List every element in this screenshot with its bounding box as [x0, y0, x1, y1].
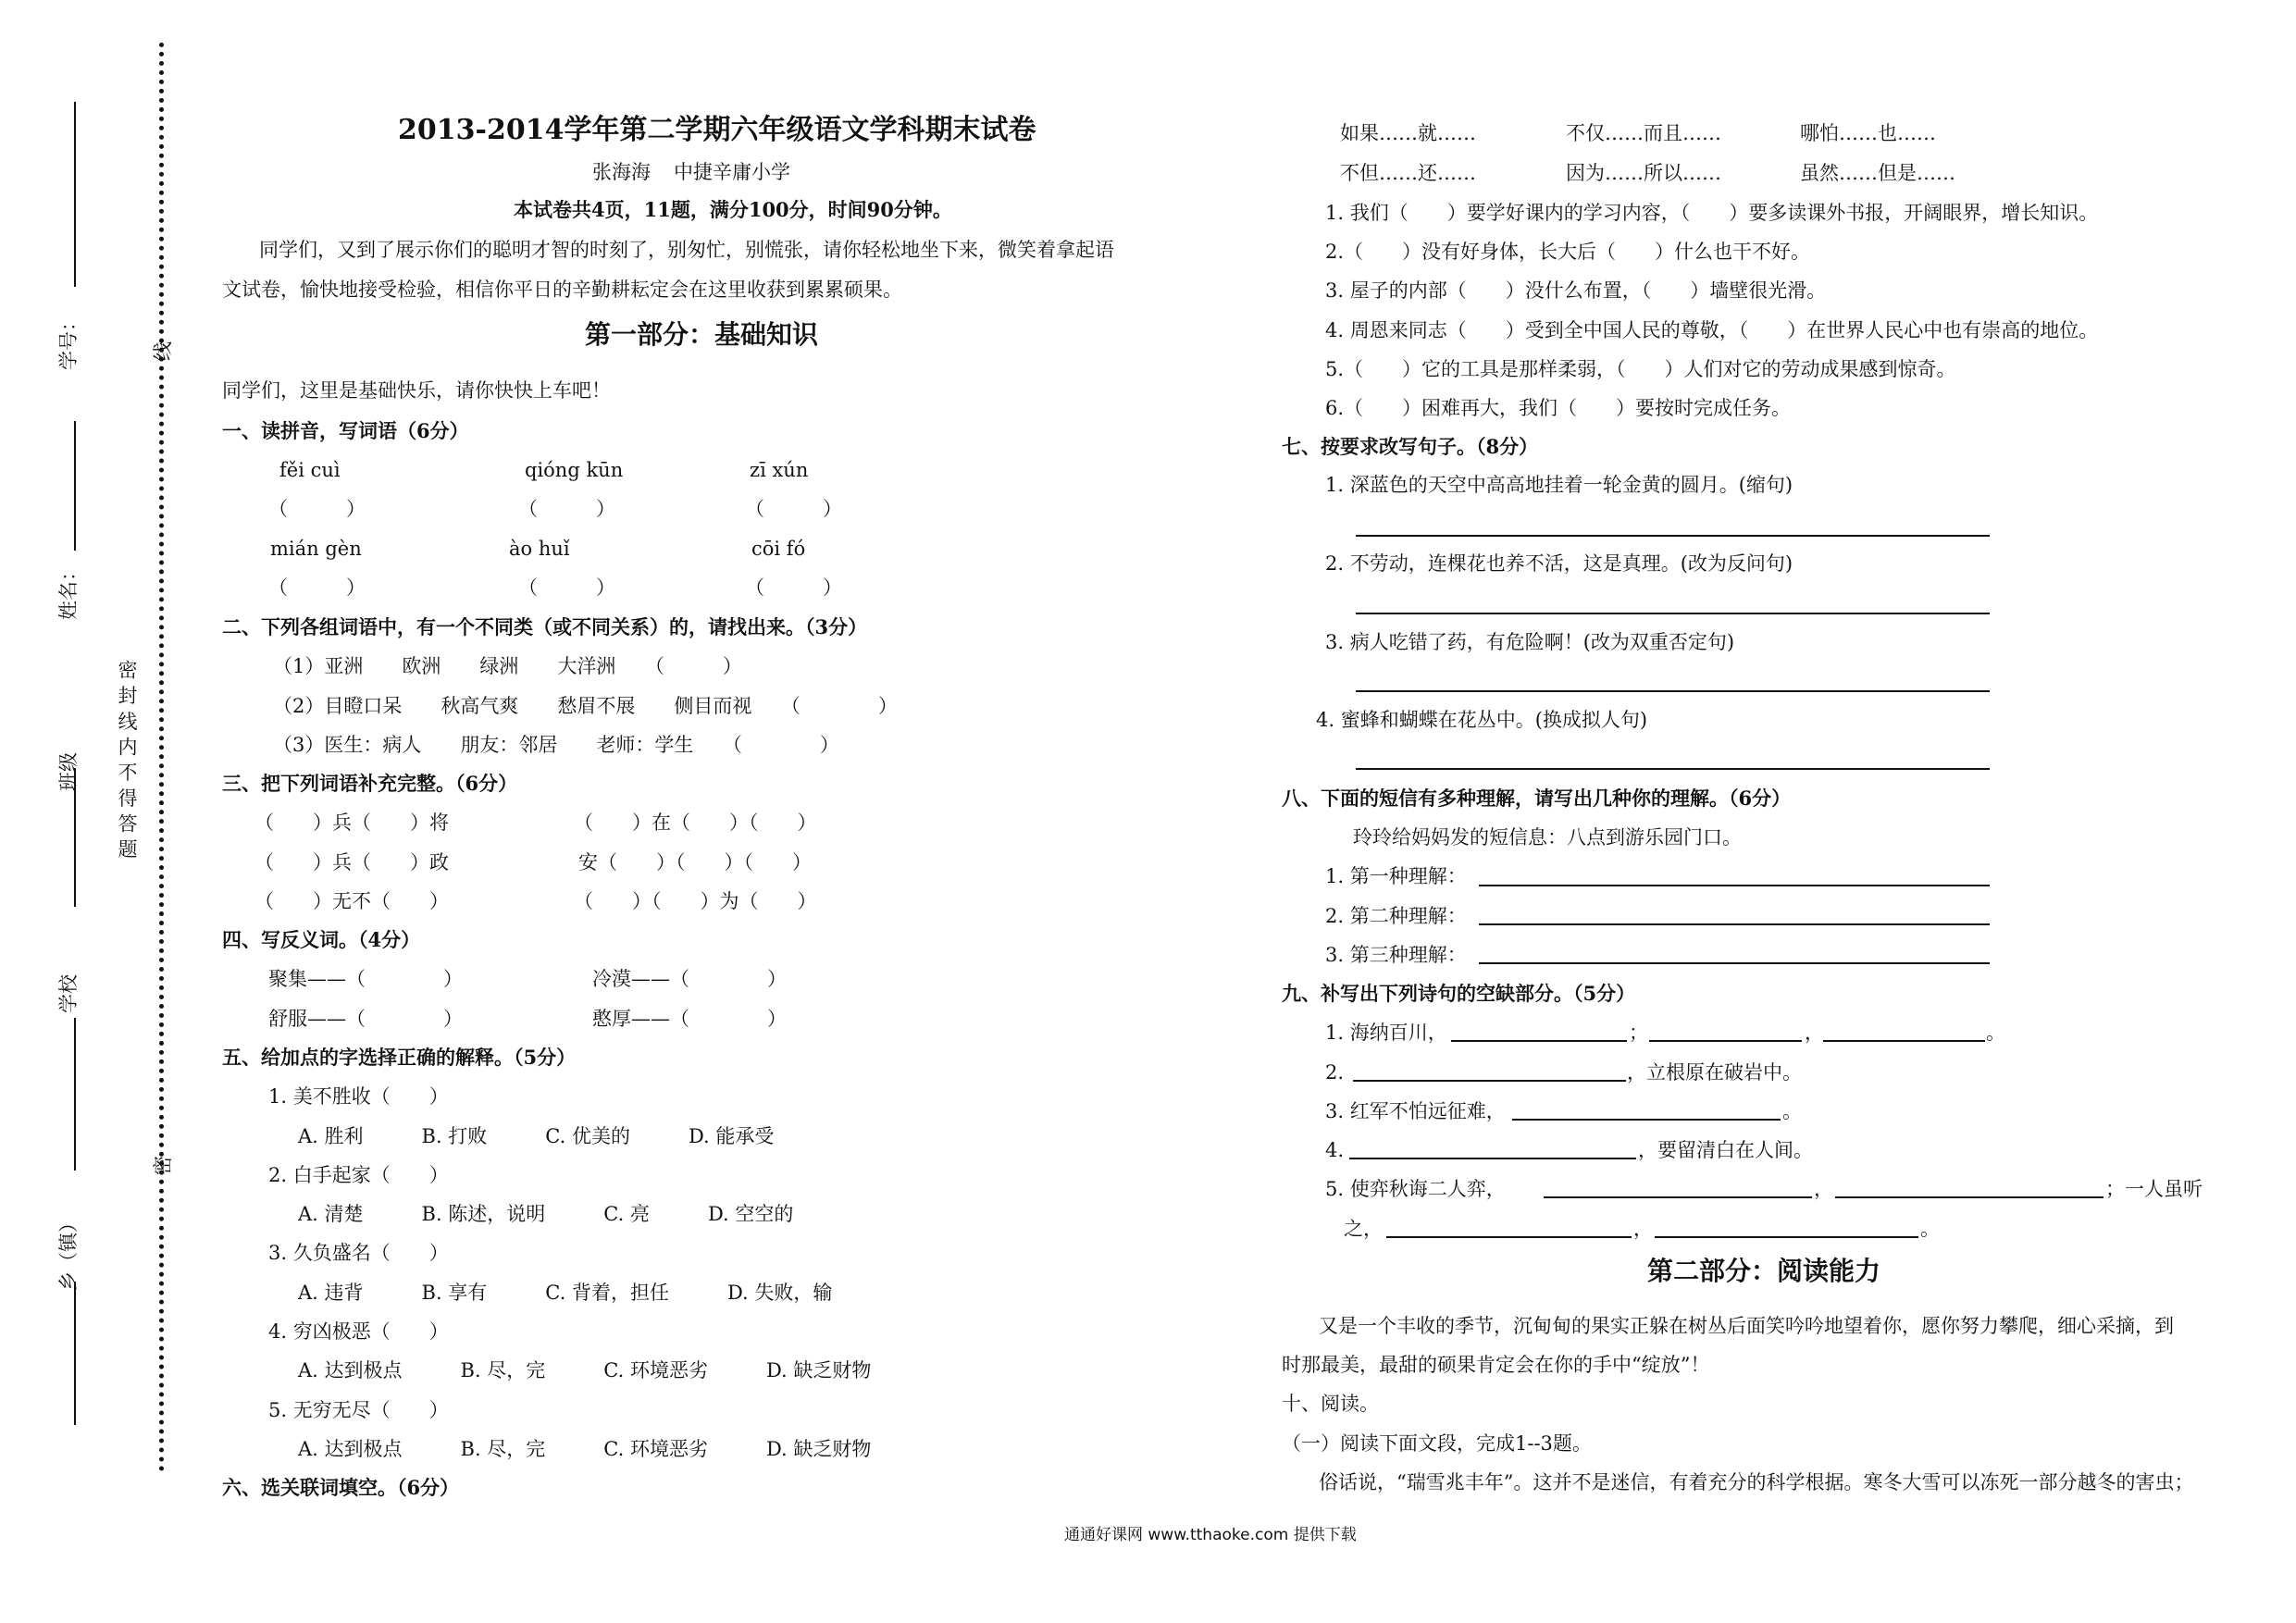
q6-sentence[interactable]: 5.（ ）它的工具是那样柔弱，（ ）人们对它的劳动成果感到惊奇。	[1325, 358, 1956, 380]
poem-line-3: 3. 红军不怕远征难，	[1325, 1100, 1506, 1122]
seal-notice: 密 封 线 内 不 得 答 题	[116, 659, 138, 859]
q6-sentence[interactable]: 1. 我们（ ）要学好课内的学习内容，（ ）要多读课外书报，开阔眼界，增长知识。	[1325, 202, 2099, 224]
poem-text: ；一人虽听	[2105, 1178, 2203, 1200]
q3-item[interactable]: 安（ ）（ ）（ ）	[578, 851, 812, 873]
pinyin-1: fěi cuì	[279, 459, 341, 481]
xingming-underline	[74, 421, 76, 551]
answer-line[interactable]	[1356, 690, 1990, 692]
answer-line[interactable]	[1479, 923, 1990, 925]
part2-title: 第二部分：阅读能力	[1647, 1256, 1881, 1286]
footer: 通通好课网 www.tthaoke.com 提供下载	[1064, 1526, 1357, 1544]
q2-title: 二、下列各组词语中，有一个不同类（或不同关系）的，请找出来。（3分）	[222, 615, 868, 638]
q7-item: 4. 蜜蜂和蝴蝶在花丛中。(换成拟人句)	[1316, 709, 1648, 731]
poem-blank[interactable]	[1649, 1040, 1802, 1042]
q3-item[interactable]: （ ）兵（ ）政	[254, 851, 449, 873]
binding-dotted-line	[159, 43, 164, 1472]
connective: 不仅……而且……	[1566, 122, 1721, 144]
poem-punct: ，	[1633, 1218, 1653, 1240]
label-xuehao: 学号：	[57, 312, 80, 370]
pinyin-3: zī xún	[750, 459, 809, 481]
answer-line[interactable]	[1356, 613, 1990, 614]
label-xiang: 乡（镇）	[57, 1213, 80, 1291]
poem-line-4: 4.	[1325, 1139, 1345, 1161]
poem-punct: ，	[1805, 1022, 1824, 1044]
q5-options: A. 清楚 B. 陈述，说明 C. 亮 D. 空空的	[298, 1203, 794, 1225]
q6-sentence[interactable]: 6.（ ）困难再大，我们（ ）要按时完成任务。	[1325, 397, 1792, 419]
poem-blank[interactable]	[1353, 1080, 1626, 1082]
school: 中捷辛庸小学	[674, 161, 790, 183]
q5-item[interactable]: 5. 无穷无尽（ ）	[268, 1399, 449, 1421]
poem-blank[interactable]	[1349, 1158, 1636, 1159]
poem-blank[interactable]	[1544, 1196, 1812, 1198]
q10-sub1: （一）阅读下面文段，完成1--3题。	[1282, 1432, 1592, 1455]
poem-line-2: 2.	[1325, 1061, 1345, 1084]
part1-intro: 同学们，这里是基础快乐，请你快快上车吧！	[222, 379, 611, 402]
q2-row-3[interactable]: （3）医生：病人 朋友：邻居 老师：学生 （ ）	[273, 734, 839, 756]
pinyin-4: mián gèn	[270, 538, 362, 560]
answer-box-1[interactable]: （ ）	[268, 498, 366, 520]
q1-title: 一、读拼音，写词语（6分）	[222, 419, 469, 442]
q5-options: A. 达到极点 B. 尽，完 C. 环境恶劣 D. 缺乏财物	[298, 1438, 872, 1460]
part2-intro-1: 又是一个丰收的季节，沉甸甸的果实正躲在树丛后面笑吟吟地望着你，愿你努力攀爬，细心采摘，到	[1319, 1315, 2174, 1337]
poem-blank[interactable]	[1835, 1196, 2104, 1198]
pinyin-6: cōi fó	[751, 538, 806, 560]
label-xian: 线	[152, 341, 174, 361]
poem-blank[interactable]	[1823, 1040, 1985, 1042]
page-title: 2013-2014学年第二学期六年级语文学科期末试卷	[398, 114, 1036, 146]
q10-title: 十、阅读。	[1282, 1393, 1379, 1415]
q7-item: 3. 病人吃错了药，有危险啊！(改为双重否定句)	[1325, 631, 1735, 653]
q3-title: 三、把下列词语补充完整。（6分）	[222, 772, 518, 795]
label-xingming: 姓名：	[57, 562, 80, 620]
poem-punct: 。	[1986, 1022, 2005, 1044]
q4-item[interactable]: 憨厚——（ ）	[592, 1008, 787, 1030]
poem-punct: 。	[1920, 1218, 1940, 1240]
q4-title: 四、写反义词。（4分）	[222, 928, 421, 951]
passage-line: 俗话说，“瑞雪兆丰年”。这并不是迷信，有着充分的科学根据。寒冬大雪可以冻死一部分越冬的害虫；	[1319, 1471, 2194, 1493]
connective: 虽然……但是……	[1800, 162, 1955, 184]
poem-blank[interactable]	[1386, 1236, 1632, 1238]
q7-item: 1. 深蓝色的天空中高高地挂着一轮金黄的圆月。(缩句)	[1325, 474, 1793, 496]
q8-message: 玲玲给妈妈发的短信息：八点到游乐园门口。	[1353, 826, 1742, 849]
poem-blank[interactable]	[1512, 1119, 1781, 1121]
q4-item[interactable]: 冷漠——（ ）	[592, 968, 787, 990]
connective: 因为……所以……	[1566, 162, 1721, 184]
exam-info: 本试卷共4页，11题，满分100分，时间90分钟。	[514, 198, 952, 221]
answer-box-2[interactable]: （ ）	[518, 498, 615, 520]
answer-box-5[interactable]: （ ）	[518, 576, 615, 599]
q5-options: A. 违背 B. 享有 C. 背着，担任 D. 失败，输	[298, 1282, 833, 1304]
answer-box-3[interactable]: （ ）	[745, 498, 842, 520]
q3-item[interactable]: （ ）兵（ ）将	[254, 812, 449, 834]
poem-line-5: 5. 使弈秋诲二人弈，	[1325, 1178, 1506, 1200]
intro-line-1: 同学们，又到了展示你们的聪明才智的时刻了，别匆忙，别慌张，请你轻松地坐下来，微笑着拿起语	[259, 239, 1114, 261]
q8-label: 2. 第二种理解：	[1325, 905, 1467, 927]
q3-item[interactable]: （ ）在（ ）（ ）	[574, 812, 817, 834]
q8-title: 八、下面的短信有多种理解，请写出几种你的理解。（6分）	[1282, 787, 1792, 810]
q5-item[interactable]: 4. 穷凶极恶（ ）	[268, 1320, 449, 1343]
label-mi: 密	[152, 1156, 174, 1175]
answer-line[interactable]	[1356, 768, 1990, 770]
q3-item[interactable]: （ ）无不（ ）	[254, 890, 449, 912]
q5-options: A. 达到极点 B. 尽，完 C. 环境恶劣 D. 缺乏财物	[298, 1359, 872, 1381]
q6-sentence[interactable]: 4. 周恩来同志（ ）受到全中国人民的尊敬，（ ）在世界人民心中也有崇高的地位。	[1325, 319, 2099, 341]
connective: 如果……就……	[1340, 122, 1476, 144]
q5-item[interactable]: 3. 久负盛名（ ）	[268, 1242, 449, 1264]
poem-punct: ；	[1629, 1022, 1648, 1044]
author: 张海海	[592, 161, 651, 183]
xuehao-underline	[74, 102, 76, 287]
q2-row-1[interactable]: （1）亚洲 欧洲 绿洲 大洋洲 （ ）	[273, 655, 742, 677]
q8-label: 1. 第一种理解：	[1325, 865, 1467, 887]
poem-blank[interactable]	[1655, 1236, 1918, 1238]
q6-sentence[interactable]: 3. 屋子的内部（ ）没什么布置，（ ）墙壁很光滑。	[1325, 279, 1827, 302]
part1-title: 第一部分：基础知识	[585, 319, 819, 350]
connective: 不但……还……	[1340, 162, 1476, 184]
q5-options: A. 胜利 B. 打败 C. 优美的 D. 能承受	[298, 1125, 775, 1147]
xiang-underline	[74, 1282, 76, 1425]
label-xuexiao: 学校	[57, 974, 80, 1013]
poem-punct: 。	[1782, 1100, 1802, 1122]
q7-item: 2. 不劳动，连棵花也养不活，这是真理。(改为反问句)	[1325, 552, 1793, 575]
answer-line[interactable]	[1479, 962, 1990, 964]
q8-label: 3. 第三种理解：	[1325, 944, 1467, 966]
q9-title: 九、补写出下列诗句的空缺部分。（5分）	[1282, 982, 1636, 1005]
label-banji: 班级	[57, 752, 80, 791]
answer-line[interactable]	[1479, 885, 1990, 886]
intro-line-2: 文试卷，愉快地接受检验，相信你平日的辛勤耕耘定会在这里收获到累累硕果。	[222, 279, 902, 301]
poem-text: ，要留清白在人间。	[1638, 1139, 1813, 1161]
q2-row-2[interactable]: （2）目瞪口呆 秋高气爽 愁眉不展 侧目而视 （ ）	[273, 695, 898, 717]
connective: 哪怕……也……	[1800, 122, 1936, 144]
q6-title: 六、选关联词填空。（6分）	[222, 1476, 460, 1499]
poem-punct: ，	[1814, 1178, 1833, 1200]
q6-sentence[interactable]: 2.（ ）没有好身体，长大后（ ）什么也干不好。	[1325, 241, 1811, 263]
poem-line-6: 之，	[1344, 1218, 1383, 1240]
answer-box-4[interactable]: （ ）	[268, 576, 366, 599]
q3-item[interactable]: （ ）（ ）为（ ）	[574, 890, 817, 912]
poem-blank[interactable]	[1451, 1040, 1627, 1042]
answer-line[interactable]	[1356, 535, 1990, 537]
q7-title: 七、按要求改写句子。（8分）	[1282, 435, 1539, 458]
pinyin-2: qióng kūn	[525, 459, 624, 481]
poem-line-1: 1. 海纳百川，	[1325, 1022, 1447, 1044]
part2-intro-2: 时那最美，最甜的硕果肯定会在你的手中“绽放”！	[1282, 1354, 1710, 1376]
answer-box-6[interactable]: （ ）	[745, 576, 842, 599]
q5-title: 五、给加点的字选择正确的解释。（5分）	[222, 1046, 577, 1069]
q4-item[interactable]: 舒服——（ ）	[268, 1008, 463, 1030]
q5-item[interactable]: 1. 美不胜收（ ）	[268, 1085, 449, 1108]
q4-item[interactable]: 聚集——（ ）	[268, 968, 463, 990]
pinyin-5: ào huǐ	[509, 538, 570, 560]
xuexiao-underline	[74, 1018, 76, 1171]
q5-item[interactable]: 2. 白手起家（ ）	[268, 1164, 449, 1186]
poem-text: ，立根原在破岩中。	[1627, 1061, 1802, 1084]
